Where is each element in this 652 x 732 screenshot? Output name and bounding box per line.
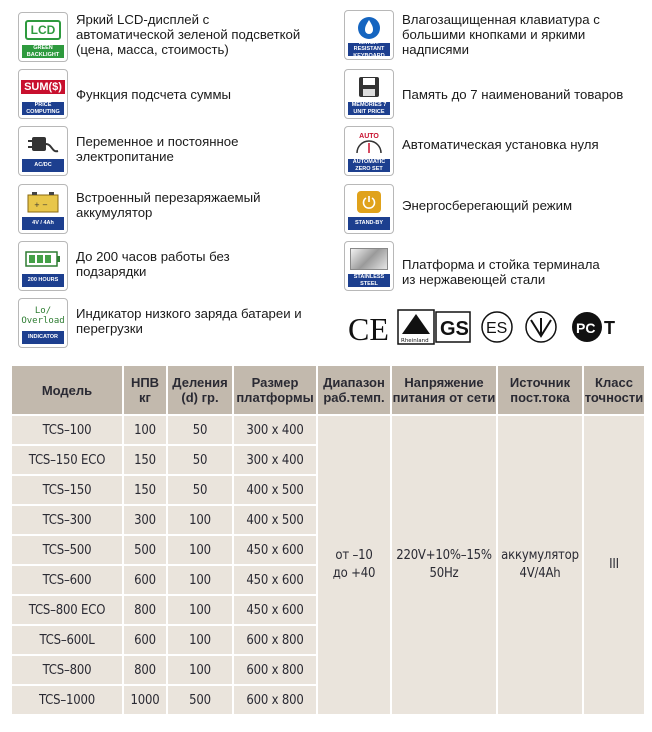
pct-mark-icon: [572, 312, 615, 342]
cell-division: 100: [168, 536, 232, 564]
ua-mark-icon: [526, 312, 556, 342]
cell-division: 100: [168, 506, 232, 534]
col-header-capacity: НПВ кг: [124, 366, 166, 414]
cell-platform: 300 x 400: [234, 416, 316, 444]
feature-text: Яркий LCD-дисплей с автоматической зеленой подсветкой (цена, масса, стоимость): [76, 12, 301, 57]
cell-model: TCS–800: [12, 656, 122, 684]
col-header-class: Класс точности: [584, 366, 644, 414]
feature-sum: [18, 69, 231, 119]
svg-text:+ −: + −: [34, 200, 48, 209]
auto-zero-icon: [344, 126, 394, 176]
table-header-row: [12, 366, 644, 414]
sum-strip-label: PRICE COMPUTING: [22, 102, 64, 115]
cell-capacity: 1000: [124, 686, 166, 714]
indicator-strip-label: INDICATOR: [22, 331, 64, 344]
battery-bars-icon: [25, 250, 61, 268]
feature-memory: [344, 69, 623, 119]
cell-accuracy-class: III: [584, 416, 644, 714]
gauge-icon: [354, 140, 384, 154]
cell-division: 50: [168, 416, 232, 444]
cell-capacity: 600: [124, 566, 166, 594]
cell-platform: 400 x 500: [234, 476, 316, 504]
battery-icon: [18, 184, 68, 234]
cell-capacity: 600: [124, 626, 166, 654]
water-drop-icon: [344, 10, 394, 60]
cell-model: TCS–150 ECO: [12, 446, 122, 474]
hours-strip-label: 200 HOURS: [22, 274, 64, 287]
cell-platform: 300 x 400: [234, 446, 316, 474]
feature-lcd: [18, 12, 300, 62]
cell-capacity: 500: [124, 536, 166, 564]
lo-overload-icon: [18, 298, 68, 348]
power-button-icon: [344, 184, 394, 234]
feature-text: Функция подсчета суммы: [76, 87, 232, 102]
feature-keyboard: [344, 10, 600, 60]
feature-stainless: [344, 241, 600, 291]
feature-acdc: [18, 126, 238, 176]
svg-text:ES: ES: [486, 320, 508, 337]
feature-text: Энергосберегающий режим: [402, 198, 573, 213]
cell-model: TCS–1000: [12, 686, 122, 714]
steel-strip-label: STAINLESS STEEL: [348, 274, 390, 287]
plug-icon: [26, 131, 60, 157]
col-header-temp: Диапазон раб.темп.: [318, 366, 390, 414]
feature-text: До 200 часов работы без подзарядки: [76, 249, 230, 279]
standby-strip-label: STAND-BY: [348, 217, 390, 230]
ce-mark-icon: [348, 311, 389, 347]
feature-text: Память до 7 наименований товаров: [402, 87, 624, 102]
gs-mark-icon: [436, 312, 470, 342]
cell-model: TCS–800 ECO: [12, 596, 122, 624]
power-plug-icon: [18, 126, 68, 176]
svg-text:Rheinland: Rheinland: [401, 338, 429, 344]
cell-division: 500: [168, 686, 232, 714]
cell-division: 100: [168, 596, 232, 624]
cell-platform: 450 x 600: [234, 566, 316, 594]
svg-text:CE: CE: [348, 311, 389, 347]
cell-model: TCS–600: [12, 566, 122, 594]
cell-division: 100: [168, 566, 232, 594]
feature-text: Переменное и постоянное электропитание: [76, 134, 239, 164]
cell-model: TCS–500: [12, 536, 122, 564]
specification-table: [10, 364, 646, 716]
acdc-strip-label: AC/DC: [22, 159, 64, 172]
cell-model: TCS–300: [12, 506, 122, 534]
memory-strip-label: MEMORIES 7 UNIT PRICE: [348, 102, 390, 115]
cell-capacity: 100: [124, 416, 166, 444]
table-row: [12, 416, 644, 444]
cell-voltage: 220V+10%–15% 50Hz: [392, 416, 496, 714]
cell-platform: 450 x 600: [234, 536, 316, 564]
feature-auto-zero: [344, 126, 599, 176]
battery-strip-label: 4V / 4Ah: [22, 217, 64, 230]
cell-division: 50: [168, 446, 232, 474]
cell-capacity: 150: [124, 446, 166, 474]
battery-pack-icon: [26, 190, 60, 214]
cell-division: 100: [168, 656, 232, 684]
floppy-disk-icon: [344, 69, 394, 119]
svg-text:PC: PC: [576, 320, 596, 336]
steel-icon: [350, 248, 388, 270]
feature-text: Платформа и стойка терминала из нержавеющей стали: [402, 257, 600, 287]
standby-icon: [357, 191, 381, 213]
save-icon: [358, 76, 380, 98]
lcd-label: LCD: [25, 20, 61, 40]
cell-capacity: 300: [124, 506, 166, 534]
col-header-platform: Размер платформы: [234, 366, 316, 414]
certification-logos: [344, 304, 644, 350]
cell-temp-range: от –10 до +40: [318, 416, 390, 714]
feature-battery: [18, 184, 260, 234]
cell-division: 50: [168, 476, 232, 504]
drop-icon: [357, 15, 381, 41]
feature-text: Встроенный перезаряжаемый аккумулятор: [76, 190, 261, 220]
cell-model: TCS–150: [12, 476, 122, 504]
cell-capacity: 800: [124, 656, 166, 684]
feature-standby: [344, 184, 572, 234]
cell-capacity: 800: [124, 596, 166, 624]
cell-platform: 600 x 800: [234, 626, 316, 654]
feature-200h: [18, 241, 230, 291]
feature-text: Влагозащищенная клавиатура с большими кнопками и яркими надписями: [402, 12, 600, 57]
charge-level-icon: [18, 241, 68, 291]
cell-platform: 600 x 800: [234, 656, 316, 684]
svg-text:GS: GS: [440, 318, 469, 340]
auto-label: AUTO: [359, 133, 379, 140]
sum-badge-icon: [18, 69, 68, 119]
cell-platform: 450 x 600: [234, 596, 316, 624]
feature-text: Индикатор низкого заряда батареи и перегрузки: [76, 306, 302, 336]
cell-dc-source: аккумулятор 4V/4Ah: [498, 416, 582, 714]
lcd-badge-icon: [18, 12, 68, 62]
col-header-model: Модель: [12, 366, 122, 414]
lo-overload-label: Lo/ Overload: [21, 305, 65, 326]
col-header-voltage: Напряжение питания от сети: [392, 366, 496, 414]
cell-platform: 400 x 500: [234, 506, 316, 534]
sum-label: SUM($): [21, 80, 65, 94]
cell-capacity: 150: [124, 476, 166, 504]
svg-text:T: T: [604, 318, 615, 338]
zero-strip-label: AUTOMATIC ZERO SET: [348, 159, 390, 172]
eac-mark-icon: [482, 312, 512, 342]
cell-division: 100: [168, 626, 232, 654]
feature-text: Автоматическая установка нуля: [402, 137, 599, 152]
col-header-division: Деления (d) гр.: [168, 366, 232, 414]
cell-model: TCS–600L: [12, 626, 122, 654]
steel-plate-icon: [344, 241, 394, 291]
feature-indicator: [18, 298, 302, 348]
col-header-dc: Источник пост.тока: [498, 366, 582, 414]
tuv-mark-icon: [398, 310, 434, 344]
cell-model: TCS–100: [12, 416, 122, 444]
lcd-strip-label: GREEN BACKLIGHT: [22, 45, 64, 58]
cell-platform: 600 x 800: [234, 686, 316, 714]
keyboard-strip-label: WATER-RESISTANT KEYBOARD: [348, 43, 390, 56]
